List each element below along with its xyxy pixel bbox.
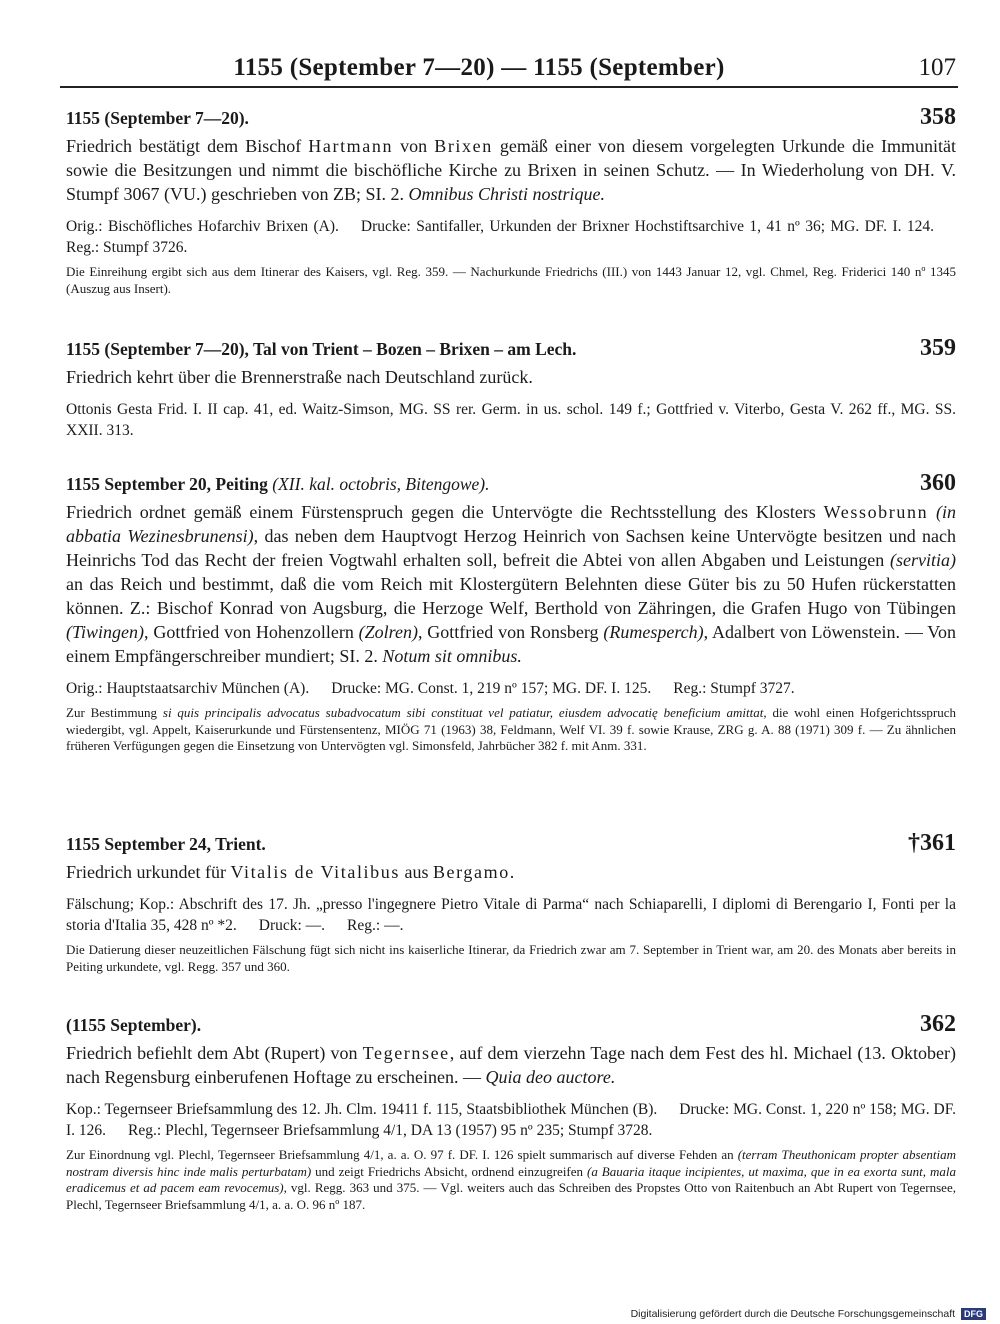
running-head	[60, 52, 958, 88]
page-number: 107	[918, 54, 956, 81]
entry-header	[66, 104, 956, 134]
entry-number: 362	[920, 1011, 956, 1037]
regest-entry-362	[66, 1011, 957, 1213]
regest-entry-359	[66, 335, 956, 447]
entry-note: Die Datierung dieser neuzeitlichen Fälschung fügt sich nicht ins kaiserliche Itinerar, da Friedrich zwar am 7. September in Trient war, am 20. des Monats aber bereits in Peiting urkundete, vgl. Regg. 357 und 360.	[66, 942, 956, 974]
entry-date: 1155 (September 7—20).	[66, 108, 249, 128]
entry-sources: Kop.: Tegernseer Briefsammlung des 12. Jh. Clm. 19411 f. 115, Staatsbibliothek München (B). Drucke: MG. Const. 1, 220 nº 158; MG. DF. I. 126. Reg.: Plechl, Tegernseer Briefsammlung 4/1, DA 13 (1957) 95 nº 235; Stumpf 3728.	[66, 1101, 957, 1139]
regest-entry-358	[66, 104, 957, 297]
entry-number: 358	[920, 104, 956, 130]
digitization-credit	[631, 1308, 986, 1320]
entry-number: 359	[920, 335, 956, 361]
regest-entry-361	[66, 830, 956, 975]
entry-body: Friedrich bestätigt dem Bischof Hartmann von Brixen gemäß einer von diesem vorgelegten Urkunde die Immunität sowie die Besitzungen und nimmt die bischöfliche Kirche zu Brixen in seinen Schutz. — In Wiederholung von DH. V. Stumpf 3067 (VU.) geschrieben von ZB; SI. 2. Omnibus Christi nostrique.	[66, 136, 957, 204]
entry-note: Zur Bestimmung si quis principalis advocatus subadvocatum sibi constituat vel patiatur, eiusdem advocatię beneficium amittat, die wohl einen Hofgerichtsspruch wiedergibt, vgl. Appelt, Kaiserurkunde und Fürstensentenz, MIÖG 71 (1963) 38, Feldmann, Welf VI. 39 f. sowie Krause, ZRG g. A. 88 (1971) 309 f. — Zu ähnlichen früheren Verfügungen gegen die Einsetzung von Untervögten vgl. Simonsfeld, Jahrbücher 382 f. mit Anm. 331.	[66, 705, 957, 753]
entry-sources: Fälschung; Kop.: Abschrift des 17. Jh. „presso l'ingegnere Pietro Vitale di Parma“ nach Schiaparelli, I diplomi di Berengario I, Fonti per la storia d'Italia 35, 428 nº *2. Druck: —. Reg.: —.	[66, 896, 956, 934]
credit-text: Digitalisierung gefördert durch die Deutsche Forschungsgemeinschaft	[630, 1308, 956, 1320]
entry-number: †361	[908, 830, 956, 856]
entry-header	[66, 470, 956, 500]
entry-header	[66, 830, 956, 860]
entry-date: 1155 (September 7—20), Tal von Trient – Bozen – Brixen – am Lech.	[66, 339, 577, 359]
entry-sources: Orig.: Bischöfliches Hofarchiv Brixen (A). Drucke: Santifaller, Urkunden der Brixner Hochstiftsarchive 1, 41 nº 36; MG. DF. I. 124.Reg.: Stumpf 3726.	[66, 218, 934, 256]
entry-note: Die Einreihung ergibt sich aus dem Itinerar des Kaisers, vgl. Reg. 359. — Nachurkunde Friedrichs (III.) von 1443 Januar 12, vgl. Chmel, Reg. Friderici 140 nº 1345 (Auszug aus Insert).	[66, 264, 956, 296]
entry-body: Friedrich befiehlt dem Abt (Rupert) von Tegernsee, auf dem vierzehn Tage nach dem Fest des hl. Michael (13. Oktober) nach Regensburg einberufenen Hoftage zu erscheinen. — Quia deo auctore.	[66, 1043, 956, 1087]
regest-entry-360	[66, 470, 957, 755]
entry-body: Friedrich ordnet gemäß einem Fürstenspruch gegen die Untervögte die Rechtsstellung des Klosters Wessobrunn (in abbatia Wezinesbrunensi), das neben dem Hauptvogt Herzog Heinrich von Sachsen keine Untervögte besitzen und nach Heinrichs Tod das Recht der freien Vogtwahl erhalten soll, befreit die Abtei von allen Abgaben und Leistungen (servitia) an das Reich und bestimmt, daß die vom Reich mit Klostergütern Belehnten diese Güter bis zu 50 Hufen rückerstatten können. Z.: Bischof Konrad von Augsburg, die Herzoge Welf, Berthold von Zähringen, die Grafen Hugo von Tübingen (Tiwingen), Gottfried von Hohenzollern (Zolren), Gottfried von Ronsberg (Rumesperch), Adalbert von Löwenstein. — Von einem Empfängerschreiber mundiert; SI. 2. Notum sit omnibus.	[66, 502, 957, 666]
entry-number: 360	[920, 470, 956, 496]
entry-sources: Orig.: Hauptstaatsarchiv München (A). Drucke: MG. Const. 1, 219 nº 157; MG. DF. I. 125. Reg.: Stumpf 3727.	[66, 680, 795, 697]
entry-note: Zur Einordnung vgl. Plechl, Tegernseer Briefsammlung 4/1, a. a. O. 97 f. DF. I. 126 spielt summarisch auf diverse Fehden an (terram Theuthonicam propter absentiam nostram diversis hinc inde malis perturbatam) und zeigt Friedrichs Absicht, ordnend einzugreifen (a Bauaria itaque incipientes, ut maxima, que in ea exorta sunt, mala eradicemus et ad pacem eam revocemus), vgl. Regg. 363 und 375. — Vgl. weiters auch das Schreiben des Propstes Otto von Raitenbuch an Abt Rupert von Tegernsee, Plechl, Tegernseer Briefsammlung 4/1, a. a. O. 96 nº 187.	[66, 1147, 956, 1212]
entry-header	[66, 335, 956, 365]
entry-sources: Ottonis Gesta Frid. I. II cap. 41, ed. Waitz-Simson, MG. SS rer. Germ. in us. schol. 149 f.; Gottfried v. Viterbo, Gesta V. 262 ff., MG. SS. XXII. 313.	[66, 401, 956, 439]
entry-date: 1155 September 24, Trient.	[66, 834, 266, 854]
entry-body: Friedrich urkundet für Vitalis de Vitalibus aus Bergamo.	[66, 862, 516, 882]
entry-body: Friedrich kehrt über die Brennerstraße nach Deutschland zurück.	[66, 367, 533, 387]
entry-header	[66, 1011, 956, 1041]
entry-date: (1155 September).	[66, 1015, 202, 1035]
entry-date: 1155 September 20, Peiting (XII. kal. octobris, Bitengowe).	[66, 474, 490, 494]
dfg-logo: DFG	[961, 1308, 986, 1320]
running-head-title: 1155 (September 7—20) — 1155 (September)	[233, 54, 725, 81]
